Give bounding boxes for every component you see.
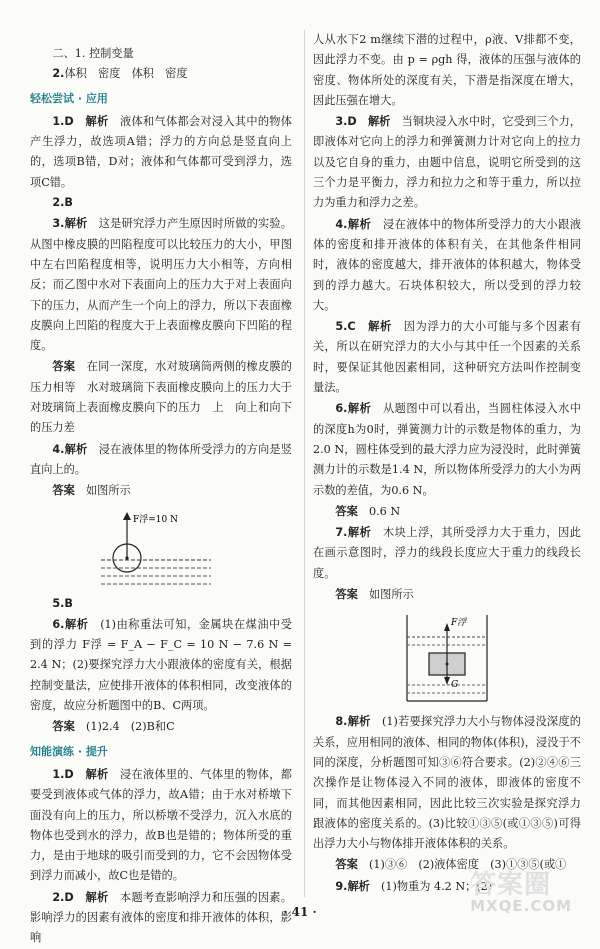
practice-q5: 5.C 解析 因为浮力的大小可能与多个因素有关，所以在研究浮力的大小与其中任一个因素的关系时，要保证其他因素相同，这种研究方法叫作控制变量法。 — [313, 319, 581, 395]
page-number: · 41 · — [283, 905, 317, 919]
force-arrow-head — [123, 512, 131, 520]
buoyant-force-label: F浮 — [451, 618, 467, 629]
left-column — [30, 44, 292, 949]
ball-in-water-diagram — [101, 510, 221, 588]
gravity-label: G — [451, 680, 459, 691]
answer-q1: 1.D 解析 液体和气体都会对浸入其中的物体产生浮力，故选项A错；浮力的方向总是竖直向上的，选项B错，D对；液体和气体都可受到浮力，选项C错。 — [30, 113, 292, 189]
control-variable-line: 二、1. 控制变量 — [52, 47, 134, 60]
answer-q4-result: 答案 如图所示 — [52, 483, 131, 498]
practice-q7: 7.解析 木块上浮，其所受浮力大于重力，因此在画示意图时，浮力的线段长度应大于重力的线段长度。 — [313, 525, 581, 580]
practice-q9: 9.解析 (1)物重为 4.2 N；(2) — [335, 878, 493, 893]
answer-line-2: 2.体积 密度 体积 密度 — [52, 67, 188, 81]
practice-q2: 2.D 解析 本题考查影响浮力和压强的因素。影响浮力的因素有液体的密度和排开液体的体积，影响 — [30, 889, 292, 945]
answer-q3-result: 答案 在同一深度，水对玻璃筒两侧的橡皮膜的压力相等 水对玻璃筒下表面橡皮膜向上的压力大于对玻璃筒上表面橡皮膜向下的压力 上 向上和向下的压力差 — [30, 359, 292, 435]
practice-q3: 3.D 解析 当铜块浸入水中时，它受到三个力，即液体对它向上的浮力和弹簧测力计对它向上的拉力以及它自身的重力，由题中信息，说明它所受到的这三个力是平衡力，浮力和拉力之和等于重力，所以拉力为重力和浮力之差。 — [313, 114, 581, 210]
practice-q7-result: 答案 如图所示 — [335, 587, 414, 602]
buoyancy-ball-figure — [101, 510, 221, 588]
beaker-block-figure — [397, 613, 497, 705]
right-column — [304, 30, 581, 897]
practice-q6: 6.解析 从题图中可以看出，当圆柱体浸入水中的深度h为0时，弹簧测力计的示数是物体的重力，为2.0 N，圆柱体受到的最大浮力应为浸没时，此时弹簧测力计的示数是1.4 N，所以物体所受浮力的大小为两示数的差值，为0.6 N。 — [313, 401, 581, 497]
force-label: F浮=10 N — [133, 514, 178, 525]
practice-q6-result: 答案 0.6 N — [335, 503, 401, 518]
practice-q1: 1.D 解析 浸在液体里的、气体里的物体，都要受到液体或气体的浮力，故A错；由于水对桥墩下面没有向上的压力，所以桥墩不受浮力，沉入水底的物体也受到水的浮力，故B也是错的；物体所受的重力，是由于地球的吸引而受到的力，它不会因物体受到浮力而减小，故C也是错的。 — [30, 766, 292, 883]
buoyant-force-arrowhead — [444, 623, 450, 631]
block-center — [446, 663, 449, 666]
answer-q4: 4.解析 浸在液体里的物体所受浮力的方向是竖直向上的。 — [30, 441, 292, 476]
watermark-domain: MXQE.COM — [470, 896, 572, 915]
answer-q6-result: 答案 (1)2.4 (2)B和C — [52, 719, 175, 734]
answer-q2: 2.B — [52, 196, 73, 210]
watermark-text: 答案圈 — [470, 870, 552, 901]
section-heading-try: 轻松尝试 · 应用 — [30, 91, 108, 105]
continued-text: 人从水下2 m继续下潜的过程中，ρ液、V排都不变，因此浮力不变。由 p = ρgh 得，液体的压强与液体的密度、物体所处的深度有关，下潜是指深度在增大，因此压强在增大。 — [313, 33, 581, 107]
ball-center — [125, 556, 128, 559]
answer-q3: 3.解析 这是研究浮力产生原因时所做的实验。从图中橡皮膜的凹陷程度可以比较压力的大小，甲图中左右凹陷程度相等，说明压力大小相等，方向相反；而乙图中水对下表面向上的压力大于对上表面向下的压力，从而产生一个向上的浮力，所以下表面橡皮膜向上凹陷的程度大于上表面橡皮膜向下凹陷的程度。 — [30, 216, 292, 353]
answer-q6: 6.解析 (1)由称重法可知，金属块在煤油中受到的浮力 F浮 = F_A − F_C = 10 N − 7.6 N = 2.4 N；(2)要探究浮力大小跟液体的密度有关，根据控制变量法，应使排开液体的体积相同，改变液体的密度，故应分析题图中的B、C两项。 — [30, 616, 292, 713]
practice-q4: 4.解析 浸在液体中的物体所受浮力的大小跟液体的密度和排开液体的体积有关，在其他条件相同时，液体的密度越大，排开液体的体积越大，物体受到的浮力越大。石块体积较大，所以受到的浮力较大。 — [313, 216, 581, 312]
section-heading-practice: 知能演练 · 提升 — [30, 744, 108, 758]
answer-q5: 5.B — [52, 596, 73, 610]
watermark-logo — [470, 870, 572, 916]
practice-q8-result: 答案 (1)③⑥ (2)液体密度 (3)①③⑤(或① — [335, 857, 567, 872]
beaker-diagram — [397, 613, 497, 705]
gravity-arrowhead — [444, 677, 450, 685]
practice-q8: 8.解析 (1)若要探究浮力大小与物体浸没深度的关系，应用相同的液体、相同的物体(体积)，浸没于不同的深度，分析题图可知③⑥符合要求。(2)②④⑥三次操作是让物体浸入不同的液体，即液体的密度不同，而其他因素相同，因此比较三次实验是探究浮力跟液体的密度关系的。(3)比较①③⑤(或①③⑤)可得出浮力大小与物体排开液体体积的关系。 — [313, 714, 581, 851]
